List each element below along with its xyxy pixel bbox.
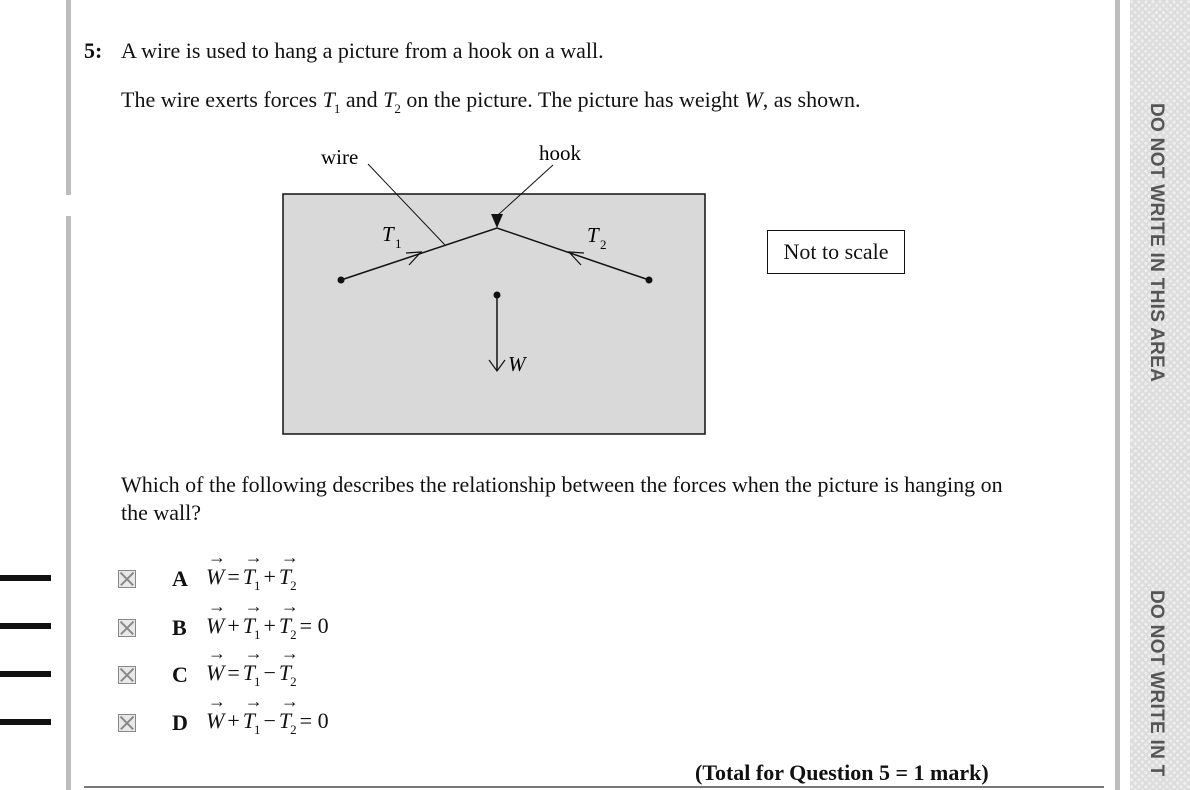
option-equation (206, 613, 332, 643)
margin-tick (0, 575, 51, 581)
operator: − (263, 708, 276, 733)
question-prompt: Which of the following describes the relationship between the forces when the picture is hanging on the wall? (121, 472, 1003, 525)
page-frame-top (66, 0, 1120, 10)
option-checkbox[interactable] (118, 619, 136, 637)
option-letter: C (172, 662, 188, 687)
wire-label: wire (321, 145, 359, 169)
question-number: 5: (84, 38, 103, 63)
operator: + (227, 708, 240, 733)
operator: + (263, 613, 276, 638)
option-equation (206, 660, 297, 690)
vector-term: → $T_1$ (243, 708, 261, 738)
wire-end-left (338, 277, 345, 284)
option-a[interactable] (118, 564, 297, 594)
not-to-scale-box: Not to scale (767, 230, 905, 274)
option-letter: B (172, 615, 187, 640)
option-checkbox[interactable] (118, 666, 136, 684)
vector-term: → $T_1$ (243, 660, 261, 690)
option-equation (206, 708, 332, 738)
operator: = 0 (299, 613, 329, 638)
vector-term: → $T_1$ (243, 613, 261, 643)
page-frame-right (1115, 0, 1120, 790)
vector-term: → $T_2$ (279, 613, 297, 643)
vector-term: → $T_2$ (279, 708, 297, 738)
t2-subscript: 2 (600, 237, 607, 252)
option-c[interactable] (118, 660, 297, 690)
hook-label: hook (539, 141, 581, 165)
operator: = (227, 660, 240, 685)
vector-term: → W (206, 708, 224, 734)
bottom-rule (84, 786, 1104, 788)
t1-label: T (382, 222, 394, 246)
option-letter: A (172, 566, 188, 591)
picture-frame (283, 194, 705, 434)
t2-label: T (587, 223, 599, 247)
t1-subscript: 1 (395, 236, 402, 251)
vector-term: → $T_1$ (243, 564, 261, 594)
option-d[interactable] (118, 708, 329, 738)
force-diagram (270, 135, 720, 445)
margin-warning-text-2: DO NOT WRITE IN T (1146, 590, 1167, 777)
vector-term: → $T_2$ (279, 564, 297, 594)
vector-term: → W (206, 564, 224, 590)
operator: − (263, 660, 276, 685)
page-frame-left-lower (66, 216, 71, 790)
option-letter: D (172, 710, 188, 735)
w-label: W (508, 352, 526, 376)
option-checkbox[interactable] (118, 570, 136, 588)
total-marks: (Total for Question 5 = 1 mark) (695, 760, 989, 785)
margin-tick (0, 623, 51, 629)
question-line-1: A wire is used to hang a picture from a hook on a wall. (121, 38, 604, 63)
margin-warning-text: DO NOT WRITE IN THIS AREA (1146, 103, 1167, 383)
vector-term: → $T_2$ (279, 660, 297, 690)
operator: + (263, 564, 276, 589)
operator: + (227, 613, 240, 638)
vector-term: → W (206, 660, 224, 686)
margin-tick (0, 719, 51, 725)
question-line-2: The wire exerts forces $T_1$ and $T_2$ on the picture. The picture has weight W, as shown. (121, 87, 861, 116)
option-equation (206, 564, 297, 594)
page-frame-left (66, 0, 71, 195)
margin-tick (0, 671, 51, 677)
operator: = (227, 564, 240, 589)
wire-end-right (646, 277, 653, 284)
vector-term: → W (206, 613, 224, 639)
operator: = 0 (299, 708, 329, 733)
option-b[interactable] (118, 613, 329, 643)
option-checkbox[interactable] (118, 714, 136, 732)
